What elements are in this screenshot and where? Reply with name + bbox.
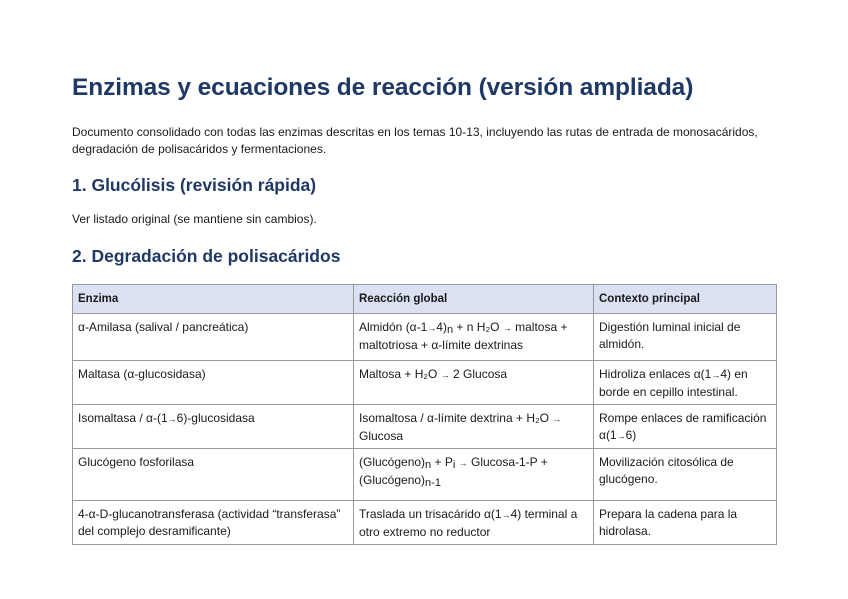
- intro-paragraph: Documento consolidado con todas las enzimas descritas en los temas 10-13, incluyendo las rutas de entrada de monosacáridos, degradación de polisacáridos y fermentaciones.: [72, 125, 758, 156]
- arrow-icon: →: [458, 458, 468, 468]
- cell-context: Rompe enlaces de ramificación α(1→6): [594, 405, 777, 449]
- arrow-icon: →: [440, 370, 450, 380]
- table-row: [73, 361, 777, 405]
- table-row: [73, 405, 777, 449]
- header-reaccion: Reacción global: [354, 285, 594, 314]
- cell-enzyme: Glucógeno fosforilasa: [73, 449, 354, 501]
- document-title: Enzimas y ecuaciones de reacción (versión ampliada): [72, 74, 694, 101]
- cell-enzyme: Maltasa (α-glucosidasa): [73, 361, 354, 405]
- cell-reaction: Traslada un trisacárido α(1→4) terminal a otro extremo no reductor: [354, 501, 594, 545]
- cell-enzyme: Isomaltasa / α-(1→6)-glucosidasa: [73, 405, 354, 449]
- cell-context: Prepara la cadena para la hidrolasa.: [594, 501, 777, 545]
- section-heading-degradacion: 2. Degradación de polisacáridos: [72, 246, 341, 266]
- enzyme-table: [72, 284, 777, 545]
- arrow-icon: →: [501, 510, 511, 520]
- header-contexto: Contexto principal: [594, 285, 777, 314]
- cell-reaction: Maltosa + H₂O → 2 Glucosa: [354, 361, 594, 405]
- arrow-icon: →: [167, 414, 177, 424]
- arrow-icon: →: [502, 323, 512, 333]
- cell-enzyme: 4-α-D-glucanotransferasa (actividad “transferasa” del complejo desramificante): [73, 501, 354, 545]
- cell-reaction: Almidón $(\alpha-1\to 4)_n + n$ H₂O → maltosa + maltotriosa + α-límite dextrinas: [354, 314, 594, 361]
- table-row: [73, 501, 777, 545]
- cell-context: Hidroliza enlaces α(1→4) en borde en cepillo intestinal.: [594, 361, 777, 405]
- section-note: Ver listado original (se mantiene sin cambios).: [72, 212, 317, 226]
- table-row: [73, 449, 777, 501]
- cell-context: Digestión luminal inicial de almidón.: [594, 314, 777, 361]
- cell-reaction: $(Glucógeno)_n + P_i \to Glucosa-1-P$ + $(Glucógeno)_{n-1}$: [354, 449, 594, 501]
- section-heading-glucolisis: 1. Glucólisis (revisión rápida): [72, 175, 317, 195]
- cell-enzyme: α-Amilasa (salival / pancreática): [73, 314, 354, 361]
- table-row: [73, 314, 777, 361]
- arrow-icon: →: [427, 323, 437, 333]
- arrow-icon: →: [552, 414, 562, 424]
- cell-reaction: Isomaltosa / α-límite dextrina + H₂O → Glucosa: [354, 405, 594, 449]
- arrow-icon: →: [616, 431, 626, 441]
- table-header-row: [73, 285, 777, 314]
- cell-context: Movilización citosólica de glucógeno.: [594, 449, 777, 501]
- header-enzima: Enzima: [73, 285, 354, 314]
- arrow-icon: →: [711, 370, 721, 380]
